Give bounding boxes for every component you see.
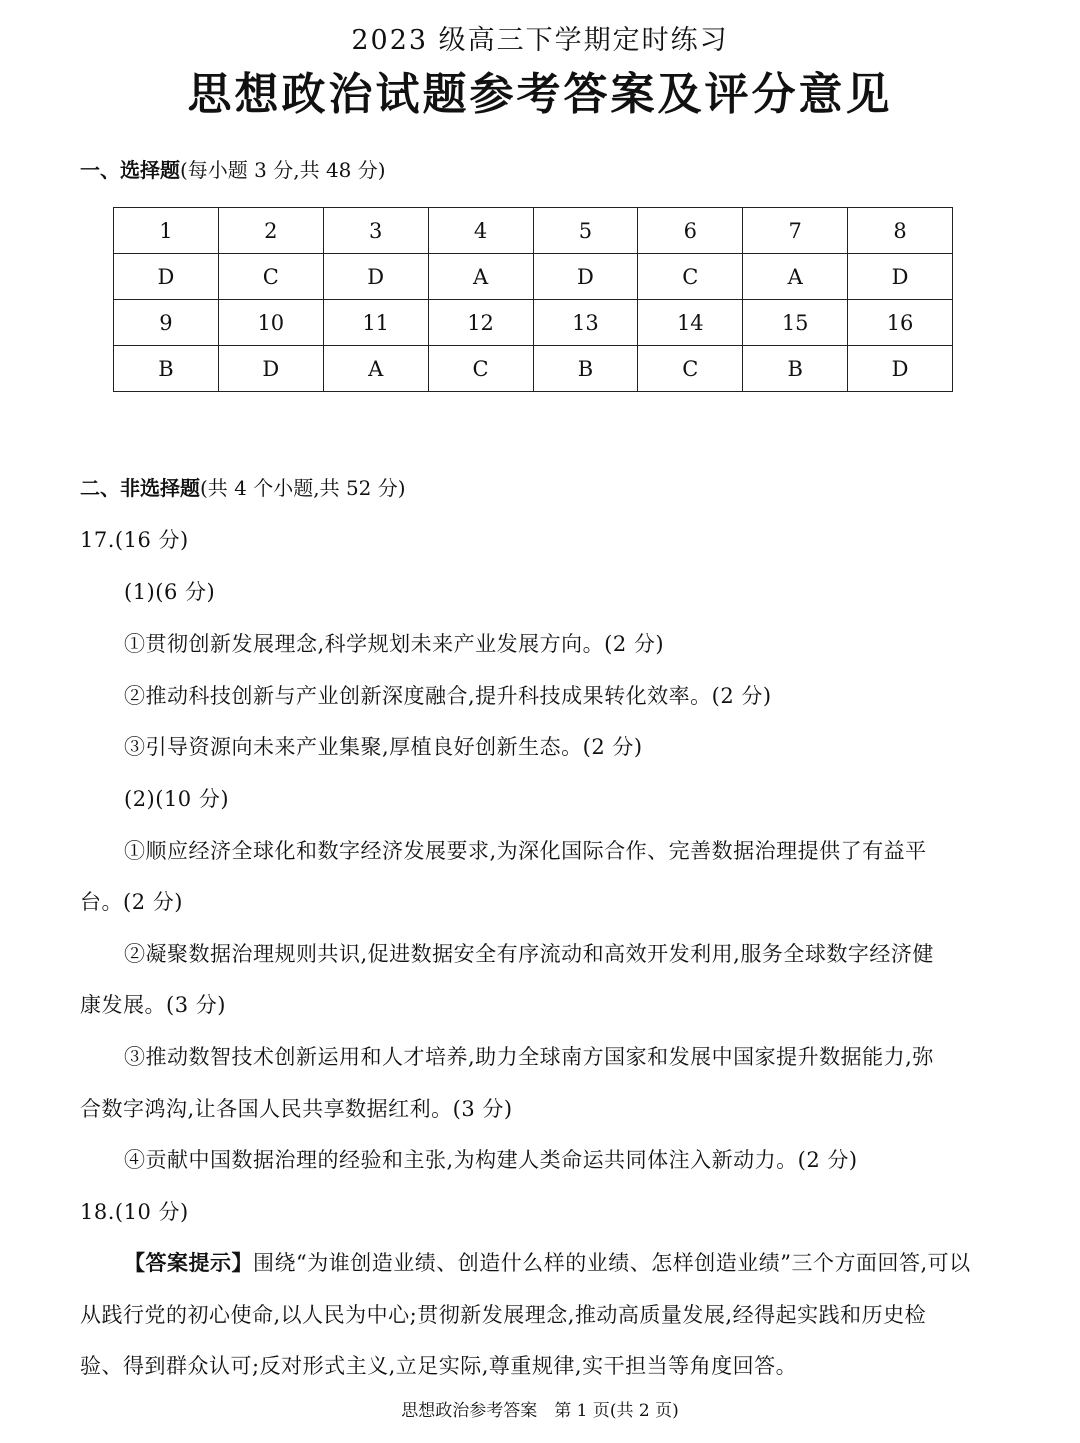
q17-part1-title: (1)(6 分) xyxy=(124,580,216,604)
section-2-note: (共 4 个小题,共 52 分) xyxy=(200,476,406,500)
table-cell: 5 xyxy=(533,208,638,254)
section-1-label: 一、选择题 xyxy=(80,158,180,182)
table-cell: D xyxy=(848,346,953,392)
q18-hint-text: 围绕“为谁创造业绩、创造什么样的业绩、怎样创造业绩”三个方面回答,可以 xyxy=(253,1251,971,1275)
q18-hint-line-1 xyxy=(124,1247,1064,1277)
table-cell: 15 xyxy=(743,300,848,346)
question-17-title: 17.(16 分) xyxy=(80,528,189,552)
table-cell: A xyxy=(743,254,848,300)
table-row xyxy=(114,254,953,300)
table-cell: B xyxy=(743,346,848,392)
answer-table xyxy=(113,207,953,392)
table-cell: 9 xyxy=(114,300,219,346)
table-cell: 4 xyxy=(428,208,533,254)
table-cell: B xyxy=(533,346,638,392)
table-cell: 2 xyxy=(218,208,323,254)
table-cell: D xyxy=(323,254,428,300)
q17-part2-point-1-cont: 台。(2 分) xyxy=(80,890,183,914)
question-18-title: 18.(10 分) xyxy=(80,1200,189,1224)
table-row xyxy=(114,208,953,254)
q17-part2-title: (2)(10 分) xyxy=(124,787,230,811)
q17-part1-point-3: ③引导资源向未来产业集聚,厚植良好创新生态。(2 分) xyxy=(124,735,643,759)
q17-part2-point-3: ③推动数智技术创新运用和人才培养,助力全球南方国家和发展中国家提升数据能力,弥 xyxy=(124,1045,934,1069)
exam-subtitle: 2023 级高三下学期定时练习 xyxy=(351,25,729,56)
q17-part2-point-1: ①顺应经济全球化和数字经济发展要求,为深化国际合作、完善数据治理提供了有益平 xyxy=(124,839,927,863)
table-cell: 10 xyxy=(218,300,323,346)
q17-part1-point-1: ①贯彻创新发展理念,科学规划未来产业发展方向。(2 分) xyxy=(124,632,665,656)
table-cell: D xyxy=(848,254,953,300)
table-cell: D xyxy=(114,254,219,300)
table-cell: D xyxy=(533,254,638,300)
table-row xyxy=(114,346,953,392)
table-cell: C xyxy=(638,346,743,392)
table-cell: C xyxy=(638,254,743,300)
table-cell: 7 xyxy=(743,208,848,254)
table-cell: C xyxy=(428,346,533,392)
table-cell: 11 xyxy=(323,300,428,346)
section-2-label: 二、非选择题 xyxy=(80,476,200,500)
q17-part2-point-4: ④贡献中国数据治理的经验和主张,为构建人类命运共同体注入新动力。(2 分) xyxy=(124,1148,858,1172)
answer-hint-label: 【答案提示】 xyxy=(124,1251,253,1275)
table-cell: 3 xyxy=(323,208,428,254)
q17-part1-point-2: ②推动科技创新与产业创新深度融合,提升科技成果转化效率。(2 分) xyxy=(124,684,772,708)
table-cell: A xyxy=(428,254,533,300)
page-footer: 思想政治参考答案 第 1 页(共 2 页) xyxy=(401,1401,679,1421)
q18-hint-line-2: 从践行党的初心使命,以人民为中心;贯彻新发展理念,推动高质量发展,经得起实践和历史检 xyxy=(80,1303,927,1327)
table-cell: 16 xyxy=(848,300,953,346)
table-cell: A xyxy=(323,346,428,392)
section-1-heading xyxy=(80,154,386,183)
q17-part2-point-3-cont: 合数字鸿沟,让各国人民共享数据红利。(3 分) xyxy=(80,1097,513,1121)
q17-part2-point-2-cont: 康发展。(3 分) xyxy=(80,993,226,1017)
table-cell: 12 xyxy=(428,300,533,346)
section-1-note: (每小题 3 分,共 48 分) xyxy=(180,158,386,182)
q17-part2-point-2: ②凝聚数据治理规则共识,促进数据安全有序流动和高效开发利用,服务全球数字经济健 xyxy=(124,942,934,966)
q18-hint-line-3: 验、得到群众认可;反对形式主义,立足实际,尊重规律,实干担当等角度回答。 xyxy=(80,1354,798,1378)
table-cell: 8 xyxy=(848,208,953,254)
table-cell: C xyxy=(218,254,323,300)
table-cell: B xyxy=(114,346,219,392)
table-cell: 1 xyxy=(114,208,219,254)
table-cell: 6 xyxy=(638,208,743,254)
table-cell: 14 xyxy=(638,300,743,346)
table-cell: D xyxy=(218,346,323,392)
section-2-heading xyxy=(80,472,406,501)
table-cell: 13 xyxy=(533,300,638,346)
table-row xyxy=(114,300,953,346)
page-title: 思想政治试题参考答案及评分意见 xyxy=(187,69,893,120)
